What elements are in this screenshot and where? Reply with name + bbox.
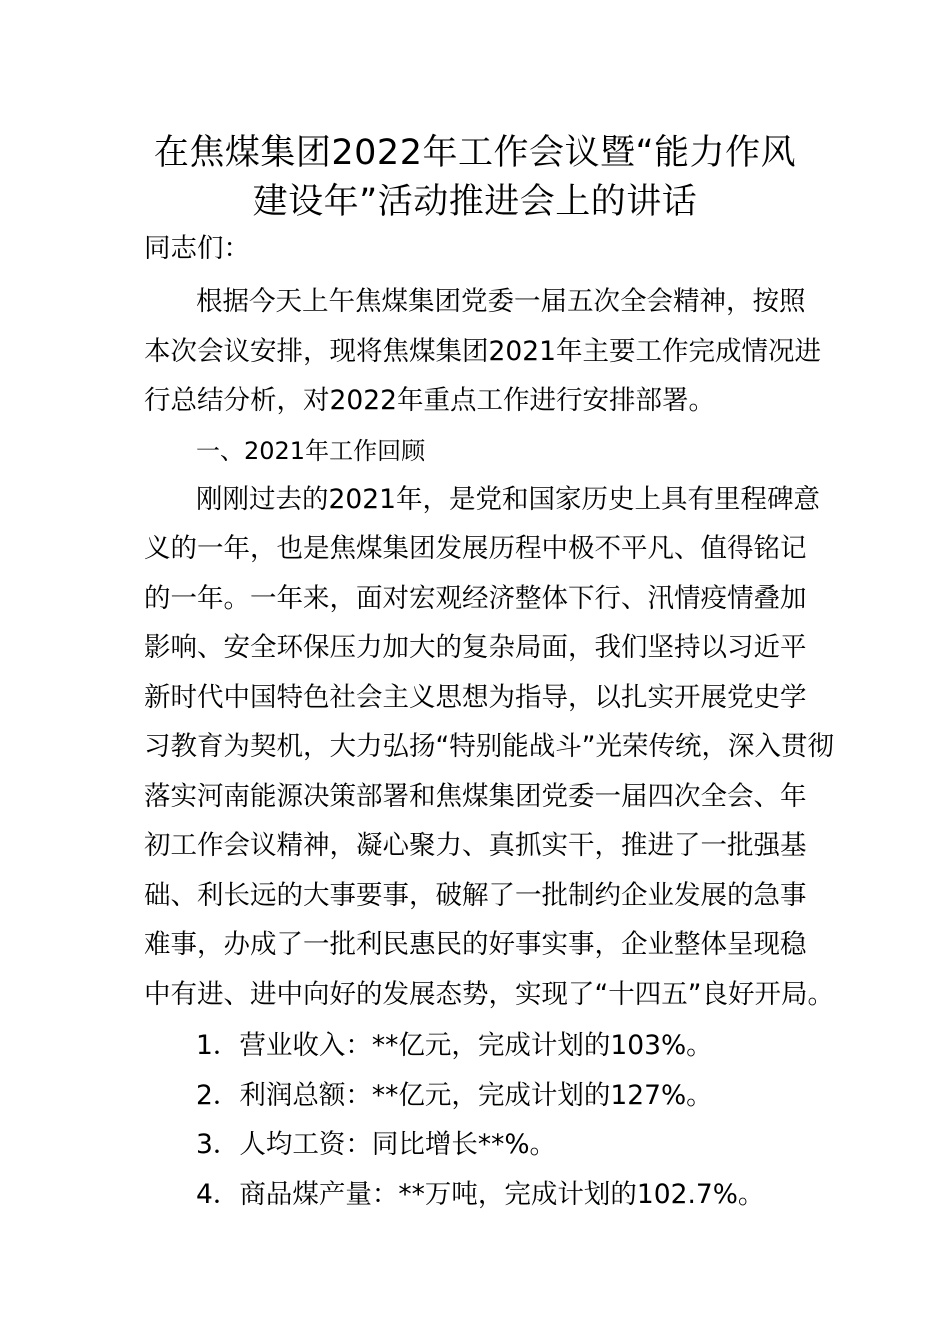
review-line-8: 初工作会议精神，凝心聚力、真抓实干，推进了一批强基 bbox=[144, 830, 807, 861]
intro-line-3: 行总结分析，对2022年重点工作进行安排部署。 bbox=[144, 385, 715, 416]
review-line-9: 础、利长远的大事要事，破解了一批制约企业发展的急事 bbox=[144, 880, 807, 911]
review-line-5: 新时代中国特色社会主义思想为指导，以扎实开展党史学 bbox=[144, 682, 807, 713]
review-line-3: 的一年。一年来，面对宏观经济整体下行、汛情疫情叠加 bbox=[144, 583, 807, 614]
intro-line-2: 本次会议安排，现将焦煤集团2021年主要工作完成情况进 bbox=[144, 336, 821, 367]
review-line-11: 中有进、进中向好的发展态势，实现了“十四五”良好开局。 bbox=[144, 979, 834, 1010]
document-title-line-2: 建设年”活动推进会上的讲话 bbox=[252, 182, 698, 222]
review-line-7: 落实河南能源决策部署和焦煤集团党委一届四次全会、年 bbox=[144, 781, 807, 812]
review-line-10: 难事，办成了一批利民惠民的好事实事，企业整体呈现稳 bbox=[144, 929, 807, 960]
salutation: 同志们： bbox=[144, 233, 250, 264]
list-item-coal-output: 4．商品煤产量：**万吨，完成计划的102.7%。 bbox=[196, 1179, 765, 1210]
document-title-line-1: 在焦煤集团2022年工作会议暨“能力作风 bbox=[153, 133, 797, 173]
intro-line-1: 根据今天上午焦煤集团党委一届五次全会精神，按照 bbox=[196, 286, 806, 317]
list-item-revenue: 1．营业收入：**亿元，完成计划的103%。 bbox=[196, 1030, 713, 1061]
review-line-2: 义的一年，也是焦煤集团发展历程中极不平凡、值得铭记 bbox=[144, 533, 807, 564]
review-line-6: 习教育为契机，大力弘扬“特别能战斗”光荣传统，深入贯彻 bbox=[144, 731, 834, 762]
section-heading-1: 一、2021年工作回顾 bbox=[196, 437, 426, 465]
review-line-1: 刚刚过去的2021年，是党和国家历史上具有里程碑意 bbox=[196, 484, 820, 515]
list-item-profit: 2．利润总额：**亿元，完成计划的127%。 bbox=[196, 1080, 713, 1111]
list-item-wage: 3．人均工资：同比增长**%。 bbox=[196, 1129, 557, 1160]
review-line-4: 影响、安全环保压力加大的复杂局面，我们坚持以习近平 bbox=[144, 632, 807, 663]
